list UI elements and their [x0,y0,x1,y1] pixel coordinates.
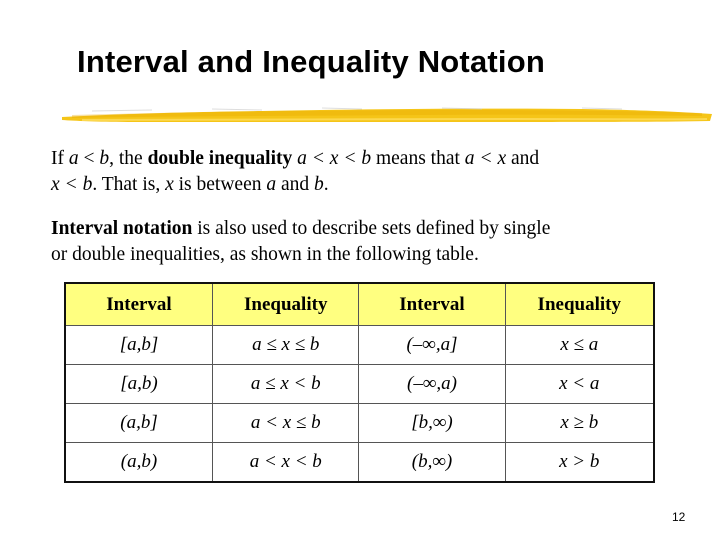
cell-interval: (a,b] [65,404,213,443]
slide-title: Interval and Inequality Notation [77,44,546,79]
title-underline-brushstroke [62,100,712,130]
paragraph-line-2: or double inequalities, as shown in the following table. [51,244,479,265]
interval-notation-table [64,282,655,483]
cell-interval: (a,b) [65,443,213,483]
cell-inequality: x ≤ a [505,326,654,365]
table-row [65,404,654,443]
table-row [65,365,654,404]
cell-inequality: x < a [505,365,654,404]
cell-interval: (–∞,a) [359,365,505,404]
cell-inequality: x > b [505,443,654,483]
table-row [65,326,654,365]
paragraph-line-1: Interval notation is also used to describe sets defined by single [51,218,551,239]
cell-inequality: a < x < b [213,443,359,483]
term-interval-notation: Interval notation [51,218,193,239]
cell-interval: (b,∞) [359,443,505,483]
cell-inequality: a < x ≤ b [213,404,359,443]
header-interval-2: Interval [359,283,505,326]
paragraph-interval-notation [51,216,550,268]
cell-interval: (–∞,a] [359,326,505,365]
term-double-inequality: double inequality [147,148,293,169]
paragraph-line-2: x < b. That is, x is between a and b. [51,174,329,195]
header-inequality-1: Inequality [213,283,359,326]
cell-interval: [a,b] [65,326,213,365]
cell-inequality: a ≤ x < b [213,365,359,404]
cell-inequality: a ≤ x ≤ b [213,326,359,365]
table-header-row [65,283,654,326]
cell-interval: [a,b) [65,365,213,404]
page-number: 12 [672,510,686,524]
cell-interval: [b,∞) [359,404,505,443]
paragraph-double-inequality [51,146,539,198]
paragraph-line-1: If a < b, the double inequality a < x < b means that a < x and [51,148,540,169]
header-interval-1: Interval [65,283,213,326]
cell-inequality: x ≥ b [505,404,654,443]
table-row [65,443,654,483]
header-inequality-2: Inequality [505,283,654,326]
